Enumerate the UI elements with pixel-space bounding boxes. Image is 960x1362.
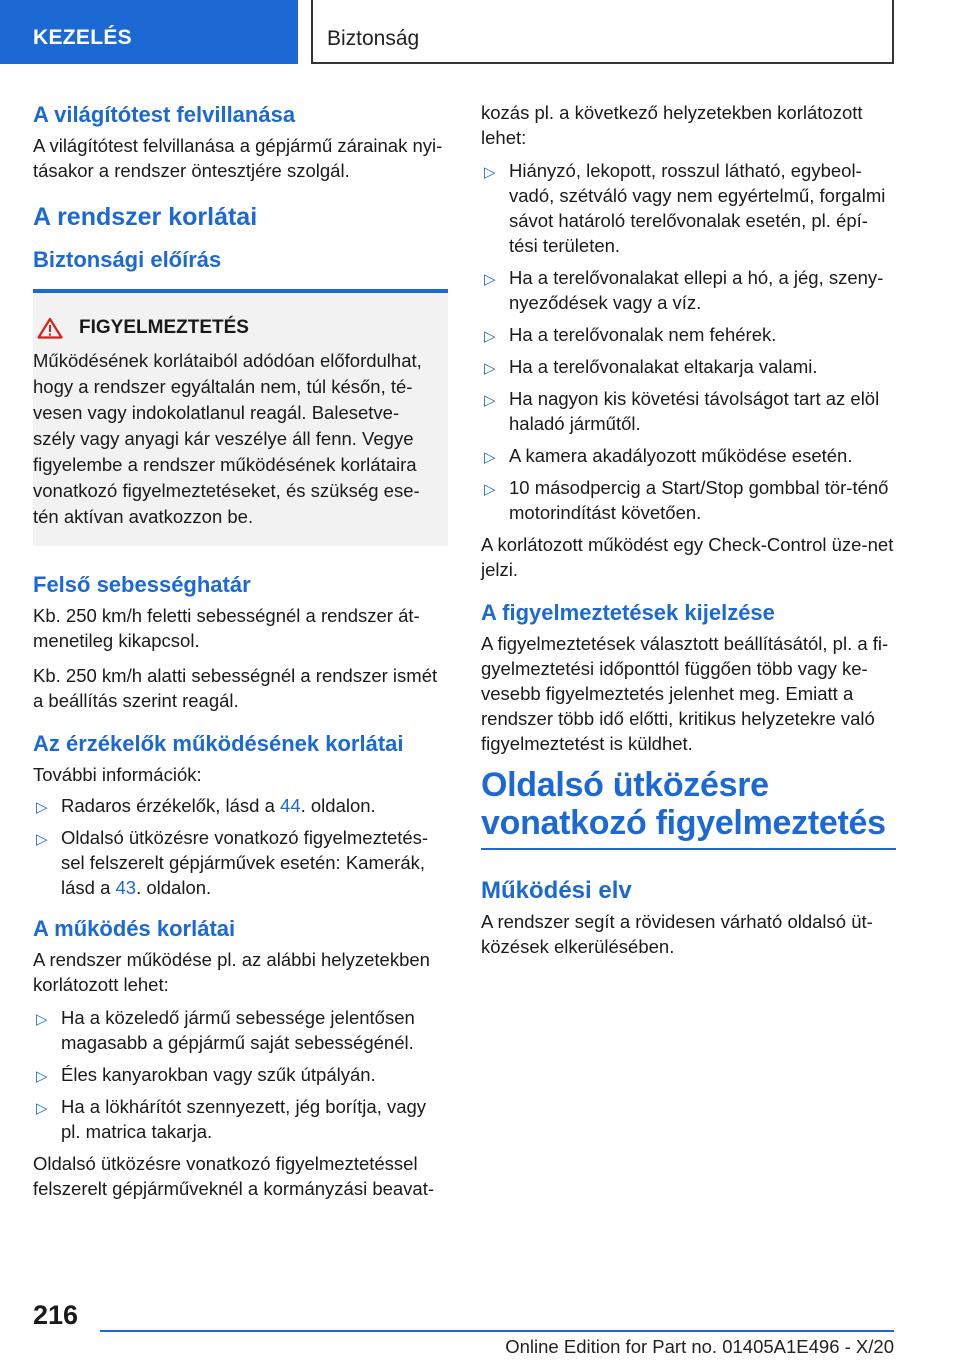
footer-edition: Online Edition for Part no. 01405A1E496 - X/20 <box>505 1336 894 1357</box>
list-item <box>481 475 896 525</box>
bullet-triangle-icon: ▷ <box>36 1011 48 1028</box>
header-subsection-box <box>311 0 894 64</box>
bullet-triangle-icon: ▷ <box>36 1100 48 1117</box>
heading-safety-rule: Biztonsági előírás <box>33 247 222 272</box>
page-link-43[interactable]: 43 <box>115 877 137 898</box>
warning-body: Működésének korlátaiból adódóan előfordulhat, hogy a rendszer egyáltalán nem, túl későn, té-vesen vagy indokolatlanul reagál. Balesetve-szély vagy anyagi kár veszélye áll fenn. Vegye figyelembe a rendszer működésének korlátaira vonatkozó figyelmeztetéseket, és szükség ese-tén aktívan avatkozzon be. <box>33 350 422 527</box>
list-item-text: Oldalsó ütközésre vonatkozó figyelmeztetés-sel felszerelt gépjárművek esetén: Kamerák, lásd a <box>61 827 429 898</box>
list-item <box>33 1005 448 1055</box>
paragraph-check-control: A korlátozott működést egy Check-Control üze-net jelzi. <box>481 534 894 580</box>
paragraph-more-info: További információk: <box>33 764 202 785</box>
footer-divider <box>100 1330 894 1332</box>
header-section-label: KEZELÉS <box>33 26 132 49</box>
header-section-tab <box>0 0 298 64</box>
bullet-triangle-icon: ▷ <box>484 328 496 345</box>
title-block <box>481 766 896 850</box>
heading-sensor-limits: Az érzékelők működésének korlátai <box>33 731 404 756</box>
operation-list <box>33 1005 448 1144</box>
paragraph-warning-display: A figyelmeztetések választott beállításától, pl. a fi-gyelmeztetési időponttól függően több vagy ke-vesebb figyelmeztetés jelenhet meg. Emiatt a rendszer több idő előtti, kritikus helyzetekre való figyelmeztetést is küldhet. <box>481 633 889 754</box>
list-item <box>481 158 896 258</box>
paragraph-speed-1: Kb. 250 km/h feletti sebességnél a rendszer át-menetileg kikapcsol. <box>33 605 420 651</box>
list-item <box>33 825 448 900</box>
list-item <box>481 443 896 468</box>
page-number: 216 <box>33 1300 79 1330</box>
list-item-text: Ha a terelővonalak nem fehérek. <box>509 324 777 345</box>
paragraph-continuation: kozás pl. a következő helyzetekben korlátozott lehet: <box>481 102 863 148</box>
list-item <box>481 354 896 379</box>
heading-speed-limit: Felső sebességhatár <box>33 572 251 597</box>
bullet-triangle-icon: ▷ <box>484 449 496 466</box>
list-item <box>481 265 896 315</box>
list-item <box>33 1062 448 1087</box>
list-item-text: Ha a lökhárítót szennyezett, jég borítja, vagy pl. matrica takarja. <box>61 1096 427 1142</box>
bullet-triangle-icon: ▷ <box>36 831 48 848</box>
warning-title: FIGYELMEZTETÉS <box>79 317 249 338</box>
warning-title-row <box>33 315 436 340</box>
bullet-triangle-icon: ▷ <box>484 271 496 288</box>
list-item-text: . oldalon. <box>136 877 212 898</box>
paragraph-operation: A rendszer működése pl. az alábbi helyzetekben korlátozott lehet: <box>33 949 430 995</box>
bullet-triangle-icon: ▷ <box>484 392 496 409</box>
bullet-triangle-icon: ▷ <box>36 799 48 816</box>
heading-principle: Működési elv <box>481 877 632 904</box>
heading-warning-display: A figyelmeztetések kijelzése <box>481 600 775 625</box>
list-item-text: Ha a terelővonalakat ellepi a hó, a jég, szeny-nyeződések vagy a víz. <box>509 267 884 313</box>
list-item-text: Ha a közeledő jármű sebessége jelentősen magasabb a gépjármű saját sebességénél. <box>61 1007 415 1053</box>
list-item-text: Hiányzó, lekopott, rosszul látható, egybeol-vadó, szétváló vagy nem egyértelmű, forgalmi sávot határoló terelővonalak esetén, pl. épí-tési területen. <box>509 160 886 256</box>
list-item-text: . oldalon. <box>300 795 376 816</box>
sensor-list <box>33 793 448 900</box>
warning-box <box>33 289 448 546</box>
list-item-text: Radaros érzékelők, lásd a <box>61 795 281 816</box>
section-title: Oldalsó ütközésre vonatkozó figyelmeztetés <box>481 766 886 842</box>
paragraph-continued: Oldalsó ütközésre vonatkozó figyelmeztetéssel felszerelt gépjárműveknél a kormányzási beavat- <box>33 1153 435 1199</box>
bullet-triangle-icon: ▷ <box>484 164 496 181</box>
bullet-triangle-icon: ▷ <box>484 481 496 498</box>
paragraph-principle: A rendszer segít a rövidesen várható oldalsó üt-közések elkerülésében. <box>481 911 873 957</box>
list-item-text: Ha a terelővonalakat eltakarja valami. <box>509 356 818 377</box>
list-item <box>33 793 448 818</box>
warning-triangle-icon <box>37 317 63 339</box>
paragraph-light-flash: A világítótest felvillanása a gépjármű zárainak nyi-tásakor a rendszer öntesztjére szolgál. <box>33 135 443 181</box>
list-item-text: Ha nagyon kis követési távolságot tart az elöl haladó járműtől. <box>509 388 880 434</box>
list-item <box>481 322 896 347</box>
heading-system-limits: A rendszer korlátai <box>33 203 258 231</box>
lane-conditions-list <box>481 158 896 525</box>
list-item-text: Éles kanyarokban vagy szűk útpályán. <box>61 1064 376 1085</box>
paragraph-speed-2: Kb. 250 km/h alatti sebességnél a rendszer ismét a beállítás szerint reagál. <box>33 665 438 711</box>
list-item-text: A kamera akadályozott működése esetén. <box>509 445 853 466</box>
list-item-text: 10 másodpercig a Start/Stop gombbal tör-ténő motorindítást követően. <box>509 477 889 523</box>
heading-operation-limits: A működés korlátai <box>33 916 236 941</box>
heading-light-flash: A világítótest felvillanása <box>33 102 296 127</box>
bullet-triangle-icon: ▷ <box>36 1068 48 1085</box>
right-column <box>481 100 896 969</box>
page-link-44[interactable]: 44 <box>280 795 301 816</box>
left-column <box>33 100 448 1211</box>
list-item <box>481 386 896 436</box>
list-item <box>33 1094 448 1144</box>
header-subsection-label: Biztonság <box>327 27 420 50</box>
bullet-triangle-icon: ▷ <box>484 360 496 377</box>
